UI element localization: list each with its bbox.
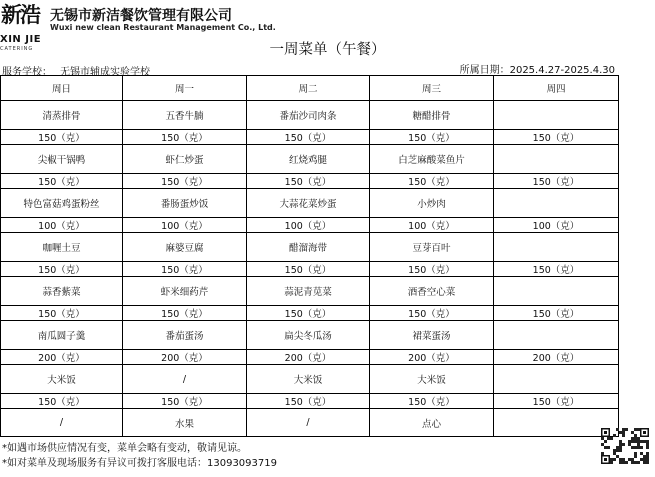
quantity-cell: 200（克） <box>123 350 247 365</box>
dish-cell: 小炒肉 <box>370 189 494 218</box>
quantity-cell: 150（克） <box>123 306 247 321</box>
dish-cell: 麻婆豆腐 <box>123 233 247 262</box>
quantity-cell: 150（克） <box>247 306 370 321</box>
quantity-cell: 150（克） <box>123 394 247 409</box>
quantity-cell: 150（克） <box>494 174 619 189</box>
quantity-row <box>1 394 619 409</box>
dish-cell: 尖椒干锅鸭 <box>1 145 123 174</box>
quantity-cell: 200（克） <box>1 350 123 365</box>
dish-cell: 南瓜圆子羹 <box>1 321 123 350</box>
quantity-cell: 100（克） <box>370 218 494 233</box>
quantity-row <box>1 306 619 321</box>
dish-cell: 番肠蛋炒饭 <box>123 189 247 218</box>
quantity-cell: 150（克） <box>370 306 494 321</box>
quantity-cell: 150（克） <box>247 130 370 145</box>
quantity-cell: 150（克） <box>494 262 619 277</box>
dish-cell <box>494 277 619 306</box>
dish-cell: 虾米细药芹 <box>123 277 247 306</box>
extras-cell: 点心 <box>370 409 494 437</box>
header-row <box>1 76 619 101</box>
quantity-cell: 100（克） <box>494 218 619 233</box>
quantity-row <box>1 262 619 277</box>
quantity-cell: 200（克） <box>370 350 494 365</box>
dish-cell: 酒香空心菜 <box>370 277 494 306</box>
dish-cell: 扁尖冬瓜汤 <box>247 321 370 350</box>
service-school: 无锡市辅成实验学校 <box>60 67 150 78</box>
quantity-cell: 150（克） <box>123 130 247 145</box>
dish-row <box>1 145 619 174</box>
quantity-cell: 100（克） <box>123 218 247 233</box>
quantity-row <box>1 350 619 365</box>
company-name-en: Wuxi new clean Restaurant Management Co., Ltd. <box>50 23 276 32</box>
menu-body <box>1 101 619 437</box>
quantity-cell: 150（克） <box>494 394 619 409</box>
quantity-cell: 100（克） <box>247 218 370 233</box>
dish-cell <box>494 145 619 174</box>
quantity-cell: 200（克） <box>494 350 619 365</box>
dish-cell <box>494 233 619 262</box>
quantity-cell: 150（克） <box>247 262 370 277</box>
footer-note-2: *如对菜单及现场服务有异议可拨打客服电话：13093093719 <box>2 458 277 469</box>
logo-glyph: 新浩 <box>1 3 39 27</box>
dish-cell: 白芝麻酸菜鱼片 <box>370 145 494 174</box>
dish-cell: 特色富菇鸡蛋粉丝 <box>1 189 123 218</box>
dish-cell: 大米饭 <box>370 365 494 394</box>
quantity-cell: 150（克） <box>1 262 123 277</box>
quantity-cell: 150（克） <box>247 174 370 189</box>
dish-cell <box>494 365 619 394</box>
dish-row <box>1 189 619 218</box>
quantity-cell: 150（克） <box>370 130 494 145</box>
extras-cell: / <box>1 409 123 437</box>
qr-code-icon <box>601 428 649 464</box>
quantity-cell: 150（克） <box>494 130 619 145</box>
dish-cell: 蒜泥青苋菜 <box>247 277 370 306</box>
dish-row <box>1 277 619 306</box>
dish-cell: 咖喱土豆 <box>1 233 123 262</box>
dish-cell: 五香牛腩 <box>123 101 247 130</box>
quantity-cell: 150（克） <box>1 306 123 321</box>
footer-note-1: *如遇市场供应情况有变，菜单会略有变动，敬请见谅。 <box>2 443 247 454</box>
quantity-cell: 150（克） <box>123 174 247 189</box>
dish-cell: 红烧鸡腿 <box>247 145 370 174</box>
dish-cell: 番茄蛋汤 <box>123 321 247 350</box>
extras-cell: 水果 <box>123 409 247 437</box>
dish-row <box>1 101 619 130</box>
quantity-row <box>1 130 619 145</box>
dish-cell: / <box>123 365 247 394</box>
extras-cell <box>494 409 619 437</box>
col-header-wednesday: 周三 <box>370 76 494 101</box>
dish-cell: 虾仁炒蛋 <box>123 145 247 174</box>
quantity-cell: 150（克） <box>1 394 123 409</box>
dish-cell: 大米饭 <box>1 365 123 394</box>
quantity-cell: 150（克） <box>494 306 619 321</box>
dish-row <box>1 365 619 394</box>
col-header-thursday: 周四 <box>494 76 619 101</box>
quantity-cell: 100（克） <box>1 218 123 233</box>
quantity-row <box>1 218 619 233</box>
dish-cell: 醋溜海带 <box>247 233 370 262</box>
company-name-cn: 无锡市新洁餐饮管理有限公司 <box>50 8 232 24</box>
quantity-cell: 200（克） <box>247 350 370 365</box>
col-header-sunday: 周日 <box>1 76 123 101</box>
quantity-row <box>1 174 619 189</box>
quantity-cell: 150（克） <box>123 262 247 277</box>
quantity-cell: 150（克） <box>247 394 370 409</box>
extras-cell: / <box>247 409 370 437</box>
dish-row <box>1 233 619 262</box>
dish-cell: 蒜香紫菜 <box>1 277 123 306</box>
weekly-menu-table <box>0 75 619 437</box>
menu-title: 一周菜单（午餐） <box>269 42 386 58</box>
dish-cell <box>494 321 619 350</box>
quantity-cell: 150（克） <box>1 174 123 189</box>
extras-row <box>1 409 619 437</box>
dish-row <box>1 321 619 350</box>
dish-cell: 裙菜蛋汤 <box>370 321 494 350</box>
dish-cell: 糖醋排骨 <box>370 101 494 130</box>
dish-cell <box>494 189 619 218</box>
dish-cell: 番茄沙司肉条 <box>247 101 370 130</box>
col-header-monday: 周一 <box>123 76 247 101</box>
dish-cell: 清蒸排骨 <box>1 101 123 130</box>
col-header-tuesday: 周二 <box>247 76 370 101</box>
dish-cell: 大米饭 <box>247 365 370 394</box>
company-logo <box>0 0 44 30</box>
date-range: 所属日期：2025.4.27-2025.4.30 <box>459 65 615 76</box>
dish-cell: 豆芽百叶 <box>370 233 494 262</box>
logo-subtitle: CATERING <box>0 46 34 52</box>
quantity-cell: 150（克） <box>370 174 494 189</box>
dish-cell <box>494 101 619 130</box>
quantity-cell: 150（克） <box>370 394 494 409</box>
service-label: 服务学校： <box>2 67 52 78</box>
logo-english: XIN JIE <box>0 34 42 45</box>
dish-cell: 大蒜花菜炒蛋 <box>247 189 370 218</box>
quantity-cell: 150（克） <box>1 130 123 145</box>
quantity-cell: 150（克） <box>370 262 494 277</box>
